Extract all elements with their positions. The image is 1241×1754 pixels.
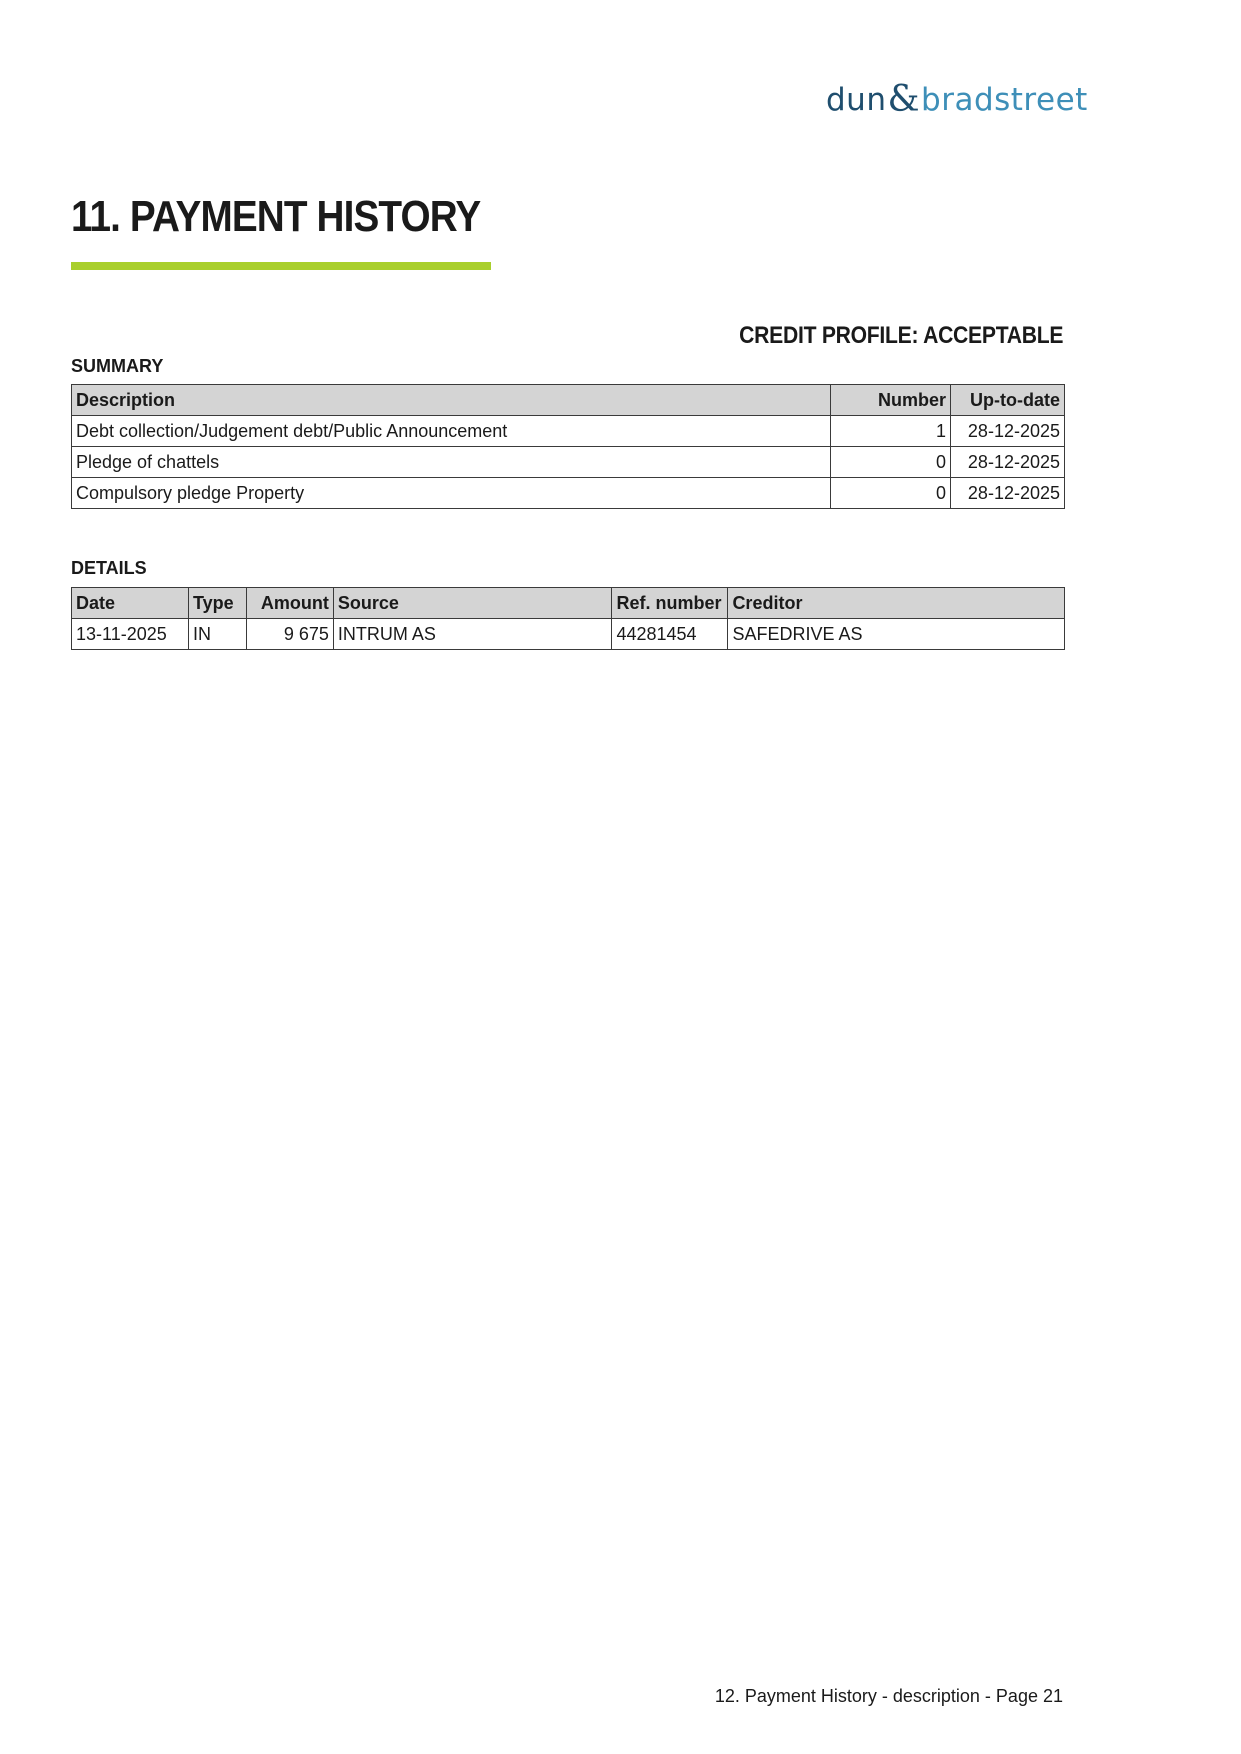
details-table [71,587,1065,650]
summary-heading: SUMMARY [71,356,164,376]
summary-cell-description: Pledge of chattels [72,447,831,478]
details-heading: DETAILS [71,558,147,578]
details-col-creditor: Creditor [728,588,1065,619]
credit-profile-status: CREDIT PROFILE: ACCEPTABLE [738,322,1063,349]
summary-table [71,384,1065,509]
dun-bradstreet-logo [826,78,1088,122]
summary-cell-number: 1 [831,416,951,447]
summary-col-up-to-date: Up-to-date [951,385,1065,416]
logo-ampersand: & [887,79,921,120]
logo-text-dun: dun [826,81,887,118]
details-cell-date: 13-11-2025 [72,619,189,650]
details-cell-creditor: SAFEDRIVE AS [728,619,1065,650]
details-cell-amount: 9 675 [246,619,333,650]
summary-header-row [72,385,1065,416]
details-cell-source: INTRUM AS [333,619,612,650]
summary-cell-number: 0 [831,447,951,478]
table-row [72,478,1065,509]
summary-cell-description: Compulsory pledge Property [72,478,831,509]
details-col-date: Date [72,588,189,619]
details-col-amount: Amount [246,588,333,619]
summary-cell-number: 0 [831,478,951,509]
title-underline [71,262,491,270]
summary-cell-up-to-date: 28-12-2025 [951,478,1065,509]
details-cell-ref-number: 44281454 [612,619,728,650]
summary-cell-description: Debt collection/Judgement debt/Public Announcement [72,416,831,447]
summary-col-description: Description [72,385,831,416]
page-footer: 12. Payment History - description - Page 21 [714,1686,1063,1706]
details-col-ref-number: Ref. number [612,588,728,619]
table-row [72,416,1065,447]
logo-text-bradstreet: bradstreet [921,81,1088,118]
details-col-source: Source [333,588,612,619]
table-row [72,619,1065,650]
details-cell-type: IN [188,619,246,650]
table-row [72,447,1065,478]
summary-col-number: Number [831,385,951,416]
summary-cell-up-to-date: 28-12-2025 [951,447,1065,478]
summary-cell-up-to-date: 28-12-2025 [951,416,1065,447]
details-header-row [72,588,1065,619]
page-title: 11. PAYMENT HISTORY [71,192,481,241]
details-col-type: Type [188,588,246,619]
